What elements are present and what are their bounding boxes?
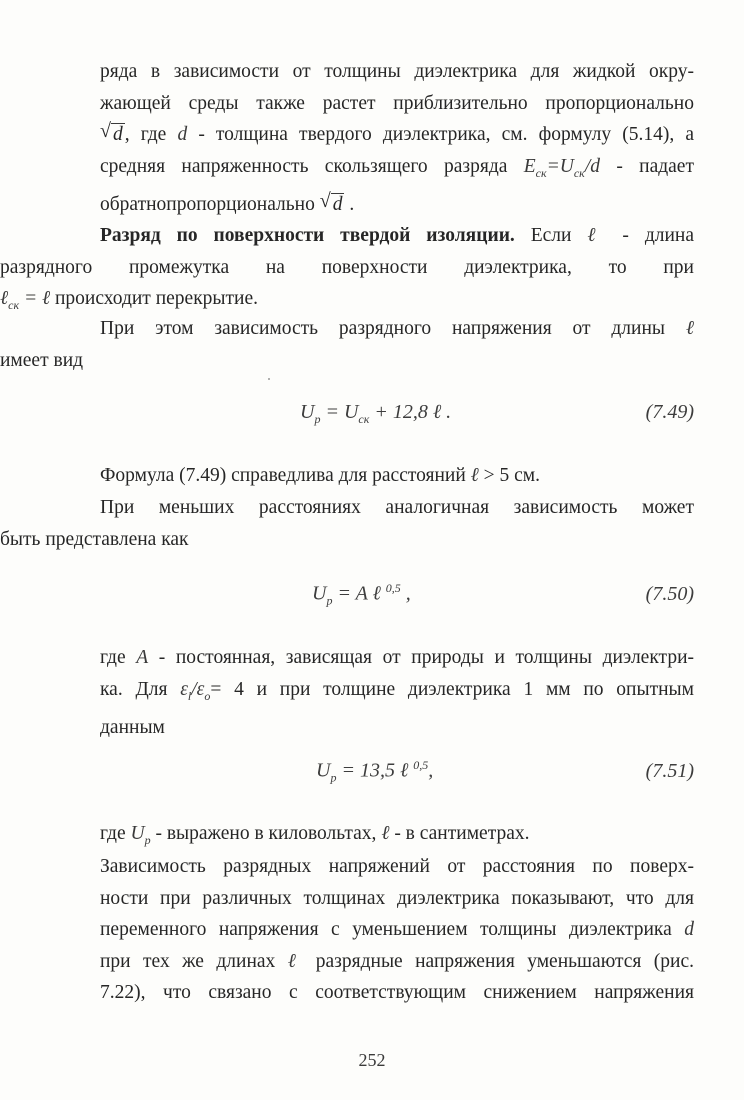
- equation-7-49: $U_p = U_{ск} + 12,8$ ℓ .: [300, 401, 452, 426]
- text-line: При меньших расстояниях аналогичная зависимость может: [100, 497, 694, 518]
- text-line: при тех же длинах ℓ разрядные напряжения уменьшаются (рис.: [100, 950, 695, 972]
- formula-e-sk: $E_{ск}=U_{ск}/d$: [523, 155, 600, 180]
- text-line: ности при различных толщинах диэлектрика показывают, что для: [100, 887, 694, 909]
- section-heading: Разряд по поверхности твердой изоляции.: [100, 225, 515, 246]
- text-line: данным: [100, 716, 165, 738]
- text-line: жающей среды также растет приблизительно пропорционально: [100, 92, 694, 114]
- page-number: 252: [358, 1050, 386, 1070]
- text-line: ка. Для $\varepsilon_l/\varepsilon_o= 4$ и при толщине диэлектрика 1 мм по опытным: [100, 678, 694, 703]
- text-line: средняя напряженность скользящего разряда $E_{ск}=U_{ск}/d$ - падает: [100, 155, 694, 180]
- equation-number: (7.50): [645, 583, 694, 605]
- equation-7-51: $U_p = 13,5$ ℓ $^{0,5}$,: [316, 758, 434, 785]
- text-line: Зависимость разрядных напряжений от расстояния по поверх-: [100, 856, 694, 877]
- text-line: ряда в зависимости от толщины диэлектрика для жидкой окру-: [100, 61, 694, 82]
- paragraph-dependence: [0, 313, 694, 376]
- paragraph-validity: [100, 460, 694, 492]
- text-line: переменного напряжения с уменьшением толщины диэлектрика d: [100, 919, 694, 940]
- text-line: Формула (7.49) справедлива для расстояний ℓ > 5 см.: [100, 465, 541, 486]
- text-line: где A - постоянная, зависящая от природы и толщины диэлектри-: [100, 647, 694, 668]
- paragraph-constant: [100, 642, 694, 743]
- equation-7-50: $U_p = A$ ℓ $^{0,5}$ ,: [312, 581, 411, 608]
- text-line: ℓ$_{ск}$ = ℓ происходит перекрытие.: [0, 288, 259, 312]
- text-line: При этом зависимость разрядного напряжения от длины ℓ: [100, 318, 694, 339]
- text-line: Разряд по поверхности твердой изоляции. Если ℓ - длина: [100, 225, 694, 246]
- text-line: быть представлена как: [0, 528, 189, 550]
- text-line: обратнопропорционально √ d .: [100, 189, 694, 221]
- text-line: где $U_p$ - выражено в киловольтах, ℓ - в сантиметрах.: [100, 823, 530, 847]
- paragraph-continuation: [100, 56, 694, 220]
- paragraph-thickness-effect: [100, 851, 694, 1009]
- text-line: разрядного промежутка на поверхности диэлектрика, то при: [0, 256, 694, 278]
- sqrt-d: √ d: [100, 120, 123, 145]
- sqrt-d: √ d: [319, 189, 343, 215]
- paragraph-smaller-distances: [0, 492, 694, 555]
- paragraph-surface-discharge: [0, 220, 694, 321]
- text-line: √ d , где d - толщина твердого диэлектрика, см. формулу (5.14), а: [100, 119, 694, 151]
- equation-number: (7.49): [645, 401, 694, 423]
- text-line: 7.22), что связано с соответствующим снижением напряжения: [100, 982, 694, 1003]
- text-line: имеет вид: [0, 349, 84, 371]
- scan-speck: [268, 378, 270, 380]
- equation-number: (7.51): [645, 760, 694, 782]
